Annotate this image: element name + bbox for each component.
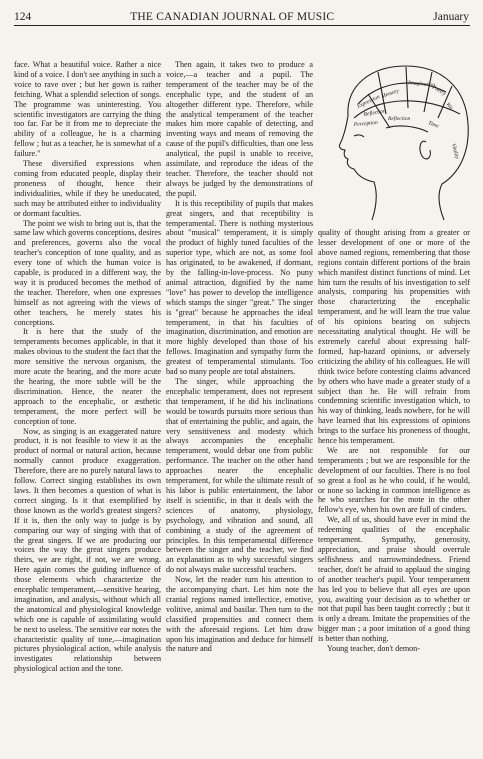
region-label: Time [427,120,440,130]
text-column-2 [166,60,313,654]
region-label: Wit [444,101,454,112]
paragraph: We are not responsible for our temperaments ; but we are responsible for the development of our faculties. There is no fool so great a fool as he who could, if he would, or none so lacking in common intelligence as he who searches for the mote in the other fellow's eye, when his own are full of cinders. [318,445,470,515]
paragraph: It is this receptibility of pupils that makes great singers, and that receptibility is temperamental. There is nothing mysterious about "musical" temperament, it is simply the product of highly tuned faculties of the superior type, which are not, as some fool has originated, to be awakened, if dormant, by the falling-in-love-process. No puny animal attraction, dignified by the name "love" has power to develop the intelligence which stamps the singer "great." The singer is "great" because he approaches the ideal temperament, in that his faculties of imagination, discrimination, and emotion are more highly developed than those of his fellows. Imagination and sympathy form the greatest of temperamental stimulants. Too bad so many people are total abstainers. [166,198,313,377]
paragraph: These diversified expressions when coming from educated people, display their proneness of thought, hence their individualities, while if they be uneducated, such may be attributed either to individuality or dormant faculties. [14,159,161,218]
paragraph: face. What a beautiful voice. Rather a nice kind of a voice. I don't see anything in such a voice to rave over ; but her gown is rather fetching. What a splendid selection of songs. The programme was uninteresting. You scientific investigators are carrying the thing too far. Far be it from me to depreciate the ability of a colleague, he is a charming fellow ; but as a teacher, he is somewhat of a failure." [14,60,161,159]
region-label: Vitality [450,142,460,160]
page-number: 124 [14,11,32,23]
paragraph: We, all of us, should have ever in mind the redeeming qualities of the encephalic temperament. Sympathy, generosity, appreciation, and praise should overrule selfishness and narrowmindedness. Friend teacher, don't be afraid to applaud the singing of another teacher's pupil. Your temperament has led you to believe that all eyes are upon you, awaiting your decision as to whether or not that pupil has been taught correctly ; but it is only a dream. Imitate the propensities of the bigger man ; a poor imitation of a good thing is better than nothing. [318,515,470,644]
region-label: Imagination [407,80,436,89]
issue-month: January [433,11,469,23]
region-label: Reflection [363,108,387,118]
text-column-3 [318,228,470,654]
phrenology-head-figure [328,58,474,224]
paragraph: Young teacher, don't demon- [327,644,420,654]
paragraph: quality of thought arising from a greater or lesser development of one or more of the above named regions, remembering that those regions contain different portions of the brain which manifest distinct functions of mind. Let him turn the results of his investigation to self analysis, comparing his propensities with those characterizing the encephalic temperament, and he will learn the true value of his opinions bearing on subjects necessitating analytical thought. He will be extremely careful about expressing half-formed, hap-hazard opinions, or adversely criticizing the ability of his colleagues. He will think twice before contesting claims advanced by others who have made a greater study of a subject than he. He will refrain from condemning scientific investigation which, to his way of thinking, leads nowhere, for he will have learned that his expressions of opinions brings to the surface his proneness of thought, hence his temperament. [318,228,470,446]
paragraph: Then again, it takes two to produce a voice,—a teacher and a pupil. The temperament of the teacher may be of the encephalic type, and the student of an altogether different type. Therefore, while the analytical temperament of the teacher makes him more capable of detecting, and inventing ways and means of removing the cause of the pupil's difficulties, than one less analytical, the pupil is unable to receive, assimilate, and reproduce the ideas of the teacher. Therefore, the teacher should not always be judged by the demonstrations of the pupil. [166,60,313,198]
header-rule [14,25,470,26]
region-label: Reflection [388,116,411,122]
region-label: Perception [353,119,379,128]
region-label: Expression [356,94,381,110]
running-header [14,3,469,23]
paragraph: It is here that the study of the temperaments becomes applicable, in that it makes obvious to the student the fact that the more sensitive the nervous organism, the more acute the hearing, and the more acute the hearing, the more subtle will be the discrimination. Hence, the nearer the approach to the encephalic, or æsthetic temperament, the more perfect will be conception of tone. [14,327,161,426]
region-label: Poetry [431,84,447,98]
paragraph: Now, as singing is an exaggerated nature product, it is not feasible to view it as the product of normal or natural action, because normally cannot produce exaggeration. Therefore, there are no purely natural laws to follow. Correct singing establishes its own laws. It then becomes a question of what is correct singing. Is it that exemplified by those known as the world's greatest singers? If it is, then the only way to judge is by comparing our way of singing with that of the great singers. If we are producing our voices the way the great singers produce theirs, we are right, if not, we are wrong. Here again comes the guiding influence of those elements which characterize the encephalic temperament,—sensitive hearing, imagination, and analysis, without which all the anatomical and physiological knowledge which one is capable of assimilating would be next to useless. The sensitive ear notes the characteristic quality of tone,—imagination pictures physiological action, while analysis investigates relationship between physiological action and the tone. [14,426,161,674]
paragraph: The point we wish to bring out is, that the same law which governs conceptions, desires and preferences, governs also the vocal teacher's conception of tone quality, and as every tone of which the human voice is capable, is produced in a different way, the way it is produced becomes the method of the teacher. Therefore, when one expresses himself as not agreeing with the views of other teachers, he merely states his conceptions. [14,218,161,327]
journal-title: THE CANADIAN JOURNAL OF MUSIC [130,11,335,23]
region-label: Memory [380,87,400,100]
paragraph: Now, let the reader turn his attention to the accompanying chart. Let him note the cranial regions named intellectice, emotive, volitive, animal and basilar. Then turn to the classified propensities and connect them with the aforesaid regions. Let him draw upon his imagination and deduce for himself the nature and [166,575,313,654]
phrenology-head-drawing [328,58,474,224]
text-column-1 [14,60,161,674]
paragraph: The singer, while approaching the encephalic temperament, does not represent that temperament, if he did his inclinations would be towards pursuits more serious than that of entertaining the public, and again, the very sensitiveness and modesty which always accompanies the encephalic temperament, would debar one from public performance. The teacher on the other hand approaches nearer the encephalic temperament, for while the ultimate result of his labor is public entertainment, the labor itself is scientific, in that it deals with the sciences of anatomy, physiology, psychology, and vibration and sound, all combining a study of the agreement of principles. In this temperamental difference between the singer and the teacher, we find an explanation as to why successful singers do not always make successful teachers. [166,377,313,575]
